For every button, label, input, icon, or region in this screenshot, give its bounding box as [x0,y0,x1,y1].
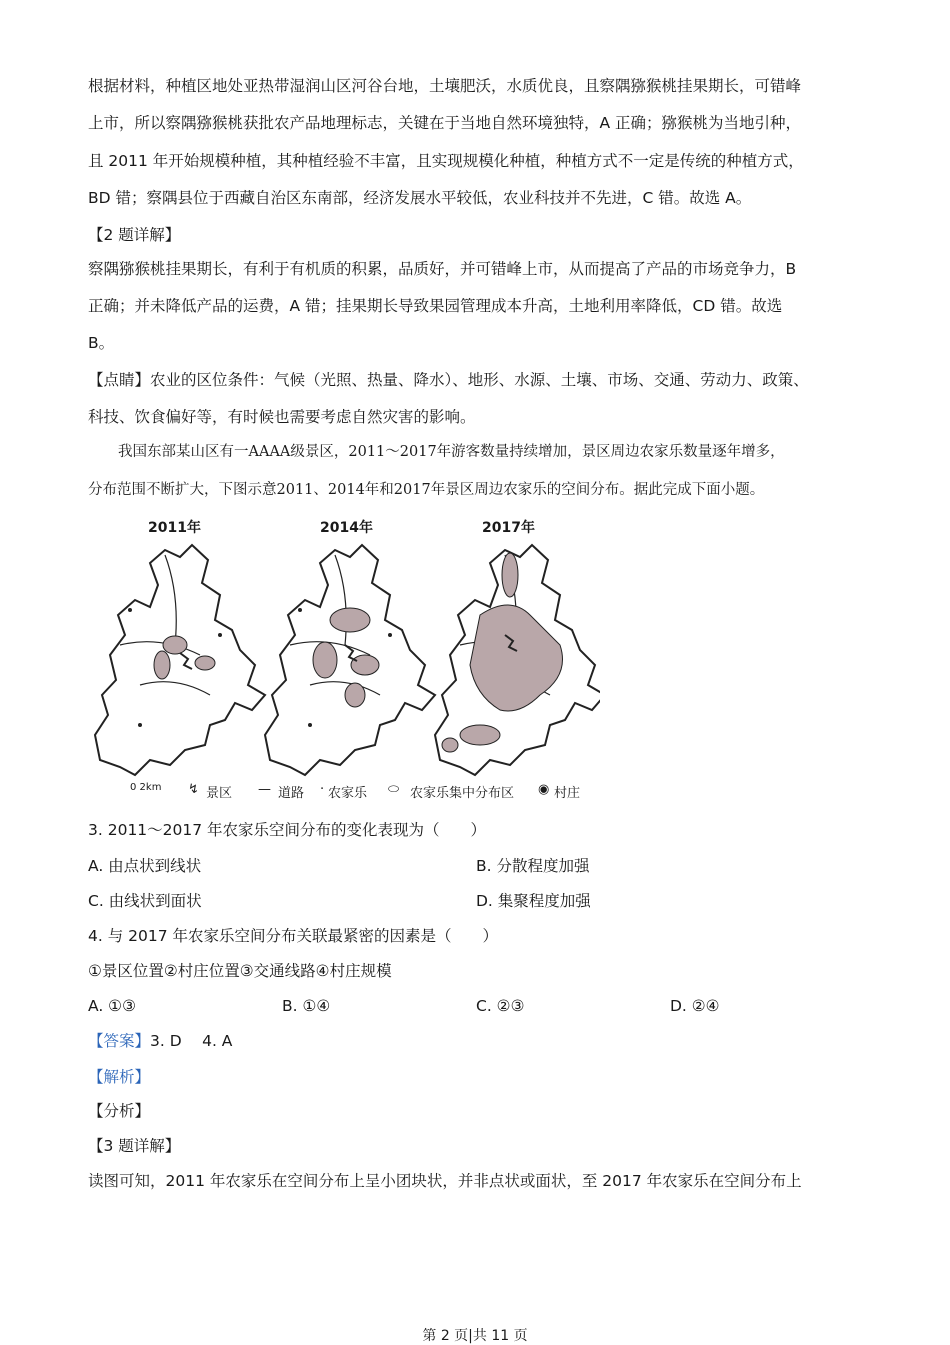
material-line1: 我国东部某山区有一AAAA级景区，2011～2017年游客数量持续增加，景区周边农家乐数量逐年增多， [118,444,785,460]
q2-detail-heading: 【2 题详解】 [88,226,181,244]
maps-svg [80,535,600,795]
legend-village-icon: ◉ [538,782,550,797]
map-2014 [265,545,435,775]
p1-line2: 上市，所以察隅猕猴桃获批农产品地理标志，关键在于当地自然环境独特，A 正确；猕猴桃为当地引种， [88,114,802,132]
p1-line4: BD 错；察隅县位于西藏自治区东南部，经济发展水平较低，农业科技并不先进，C 错。故选 A。 [88,189,752,207]
fenxi-heading: 【分析】 [88,1102,151,1120]
q4-option-b: B. ①④ [282,997,331,1015]
q3-stem: 3. 2011～2017 年农家乐空间分布的变化表现为（ ） [88,821,487,839]
answer-label: 【答案】 [88,1032,151,1050]
map-2011 [95,545,265,775]
p2-line2: 正确；并未降低产品的运费，A 错；挂果期长导致果园管理成本升高，土地利用率降低，CD 错。故选 [88,297,783,315]
map-2017 [435,545,600,775]
final-line: 读图可知，2011 年农家乐在空间分布上呈小团块状，并非点状或面状，至 2017 年农家乐在空间分布上 [88,1172,802,1190]
answer-line [88,1031,878,1051]
q3-option-c: C. 由线状到面状 [88,892,202,910]
legend-cluster: 农家乐集中分布区 [410,786,515,801]
legend-farmstay: 农家乐 [328,786,368,801]
q3-detail-heading: 【3 题详解】 [88,1137,181,1155]
page-footer: 第 2 页|共 11 页 [422,1328,528,1344]
q3-option-a: A. 由点状到线状 [88,857,202,875]
legend-road: 道路 [278,786,305,801]
p2-line1: 察隅猕猴桃挂果期长，有利于有机质的积累，品质好，并可错峰上市，从而提高了产品的市场竞争力，B [88,260,797,278]
map-title-2011: 2011年 [148,520,201,536]
q4-factors: ①景区位置②村庄位置③交通线路④村庄规模 [88,962,392,980]
p1-line3: 且 2011 年开始规模种植，其种植经验不丰富，且实现规模化种植，种植方式不一定是传统的种植方式， [88,152,804,170]
p2-line3: B。 [88,334,115,352]
legend-scale: 0 2km [130,782,162,793]
legend-farmstay-icon: · [320,782,325,797]
answer-text: 3. D 4. A [150,1032,233,1050]
analysis-label: 【解析】 [88,1068,151,1086]
q3-option-b: B. 分散程度加强 [476,857,590,875]
legend-cluster-icon: ⬭ [388,782,400,797]
q3-option-d: D. 集聚程度加强 [476,892,591,910]
q4-stem: 4. 与 2017 年农家乐空间分布关联最紧密的因素是（ ） [88,927,499,945]
q4-option-c: C. ②③ [476,997,525,1015]
material-line2: 分布范围不断扩大，下图示意2011、2014年和2017年景区周边农家乐的空间分布。据此完成下面小题。 [88,482,765,498]
p1-line1: 根据材料，种植区地处亚热带湿润山区河谷台地，土壤肥沃，水质优良，且察隅猕猴桃挂果期长，可错峰 [88,77,802,95]
map-title-2014: 2014年 [320,520,373,536]
q4-option-d: D. ②④ [670,997,720,1015]
legend-village: 村庄 [554,786,581,801]
dianjing-line1: 【点睛】农业的区位条件：气候（光照、热量、降水）、地形、水源、土壤、市场、交通、劳动力、政策、 [88,371,809,389]
dianjing-line2: 科技、饮食偏好等，有时候也需要考虑自然灾害的影响。 [88,408,476,426]
farmstay-distribution-figure [80,515,600,805]
map-title-2017: 2017年 [482,520,535,536]
legend-road-icon: — [258,782,271,797]
legend-scenic: 景区 [206,786,233,801]
legend-scenic-icon: ↯ [188,782,199,797]
q4-option-a: A. ①③ [88,997,136,1015]
